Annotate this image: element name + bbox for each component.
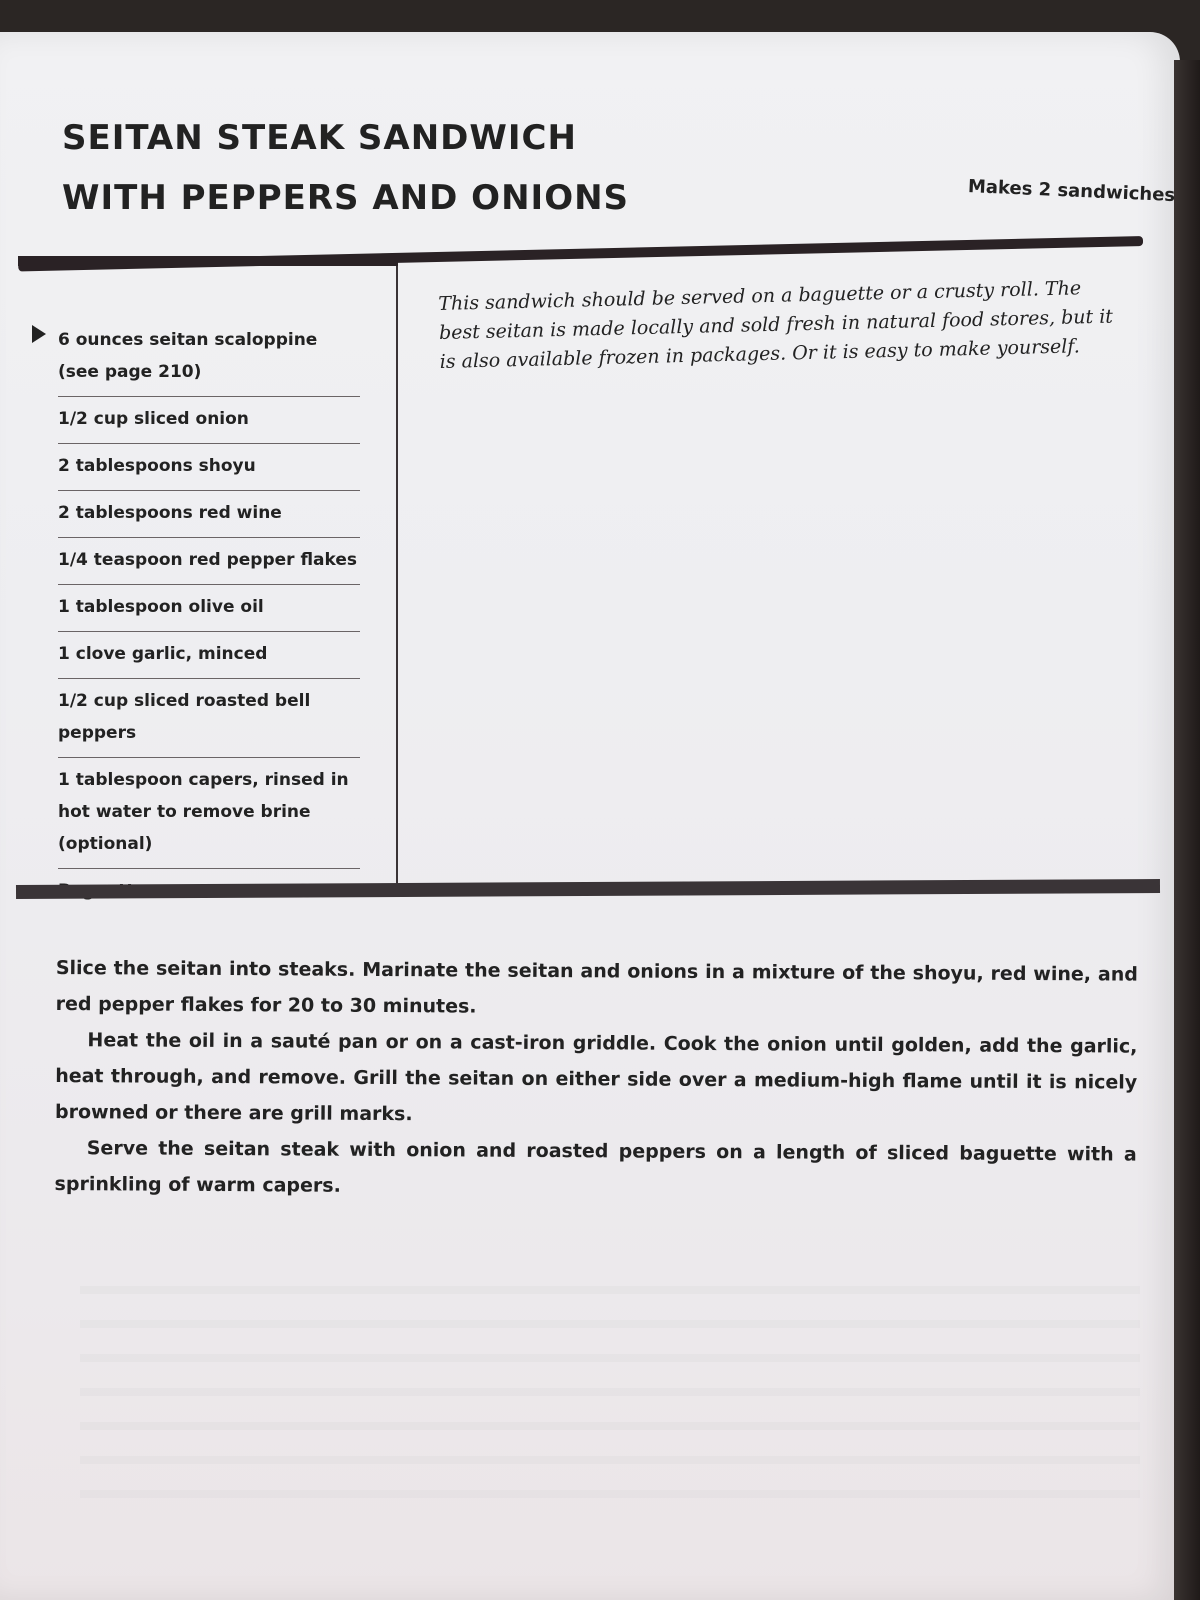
recipe-yield: Makes 2 sandwiches [967,176,1176,207]
ingredient-item: 1 clove garlic, minced [58,632,360,679]
ingredient-item: 2 tablespoons shoyu [58,444,360,491]
column-divider [396,266,398,886]
recipe-title-line-1: SEITAN STEAK SANDWICH [62,118,577,158]
triangle-marker-icon [32,325,46,343]
page-edge [1174,60,1200,1600]
method-text [54,950,1138,1209]
method-paragraph: Serve the seitan steak with onion and roasted peppers on a length of sliced baguette with a sprinkling of warm capers. [54,1137,1137,1197]
ingredient-item: 1/4 teaspoon red pepper flakes [58,538,360,585]
recipe-title-line-2: WITH PEPPERS AND ONIONS [62,178,630,218]
ingredient-item: 1 tablespoon olive oil [58,585,360,632]
recipe-title [62,108,629,228]
ingredient-item: 6 ounces seitan scaloppine (see page 210) [58,318,360,397]
ingredient-item: 1/2 cup sliced roasted bell peppers [58,679,360,758]
ingredient-item: 2 tablespoons red wine [58,491,360,538]
method-paragraph: Slice the seitan into steaks. Marinate the seitan and onions in a mixture of the shoyu, red wine, and red pepper flakes for 20 to 30 minutes. [55,956,1138,1018]
ingredient-item: 1 tablespoon capers, rinsed in hot water to remove brine (optional) [58,758,360,869]
bleed-through-texture [80,1260,1140,1500]
ingredient-list [58,318,360,915]
recipe-intro: This sandwich should be served on a baguette or a crusty roll. The best seitan is made locally and sold fresh in natural food stores, but it is also available frozen in packages. Or it is easy to make yourself. [438,277,1114,373]
ingredient-item: 1/2 cup sliced onion [58,397,360,444]
header-rule-left [18,256,398,266]
method-paragraph: Heat the oil in a sauté pan or on a cast-iron griddle. Cook the onion until golden, add the garlic, heat through, and remove. Grill the seitan on either side over a medium-high flame until it is nicely browned or there are grill marks. [54,1029,1138,1126]
